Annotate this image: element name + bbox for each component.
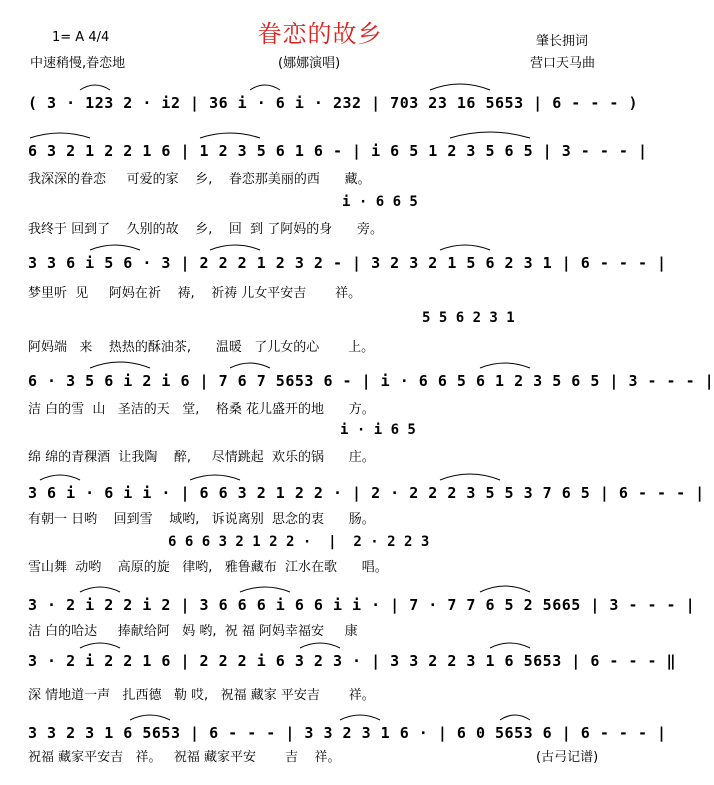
notation-row: 3 3 6 i 5 6 · 3 | 2 2 2 1 2 3 2 - | 3 2 3 2 1 5 6 2 3 1 | 6 - - - | (28, 254, 667, 272)
notation-row: 3 6 i · 6 i i · | 6 6 3 2 1 2 2 · | 2 · 2 2 2 3 5 5 3 7 6 5 | 6 - - - | (28, 484, 705, 502)
lyricist-credit: 肇长拥词 (536, 34, 589, 49)
lyric-line: 洁 白的雪 山 圣洁的天 堂, 格桑 花儿盛开的地 方。 (28, 402, 375, 417)
pickup-phrase: 5 5 6 2 3 1 (422, 310, 515, 326)
lyric-line: 深 情地道一声 扎西德 勒 哎, 祝福 藏家 平安吉 祥。 (28, 688, 375, 703)
notation-row: 3 · 2 i 2 2 i 2 | 3 6 6 6 i 6 6 i i · | 7 · 7 7 6 5 2 5665 | 3 - - - | (28, 596, 696, 614)
notation-row: 6 · 3 5 6 i 2 i 6 | 7 6 7 5653 6 - | i · 6 6 5 6 1 2 3 5 6 5 | 3 - - - | (28, 372, 714, 390)
lyric-line: 祝福 藏家平安吉 祥。 祝福 藏家平安 吉 祥。 (28, 750, 341, 765)
notation-row: 3 3 2 3 1 6 5653 | 6 - - - | 3 3 2 3 1 6 · | 6 0 5653 6 | 6 - - - | (28, 724, 667, 742)
lyric-line: 有朝一 日哟 回到雪 域哟, 诉说离别 思念的衷 肠。 (28, 512, 375, 527)
lyric-line: 洁 白的哈达 捧献给阿 妈 哟, 祝 福 阿妈幸福安 康 (28, 624, 358, 639)
transcriber-credit: (古弓记谱) (536, 750, 599, 765)
lyric-line: 我深深的眷恋 可爱的家 乡, 眷恋那美丽的西 藏。 (28, 172, 371, 187)
song-title: 眷恋的故乡 (257, 20, 383, 48)
notation-row: 3 · 2 i 2 2 1 6 | 2 2 2 i 6 3 2 3 · | 3 3 2 2 3 1 6 5653 | 6 - - - ‖ (28, 652, 677, 670)
pickup-phrase: i · i 6 5 (340, 422, 416, 438)
notation-row: ( 3 · 123 2 · i2 | 36 i · 6 i · 232 | 703 23 16 5653 | 6 - - - ) (28, 94, 638, 112)
composer-credit: 营口天马曲 (530, 56, 596, 71)
pickup-phrase: 6 6 6 3 2 1 2 2 · | 2 · 2 2 3 (168, 534, 430, 550)
tempo-marking: 中速稍慢,眷恋地 (30, 56, 126, 71)
pickup-phrase: i · 6 6 5 (342, 194, 418, 210)
lyric-line: 我终于 回到了 久别的故 乡, 回 到 了阿妈的身 旁。 (28, 222, 384, 237)
lyric-line: 雪山舞 动哟 高原的旋 律哟, 雅鲁藏布 江水在歌 唱。 (28, 560, 388, 575)
lyric-line: 梦里听 见 阿妈在祈 祷, 祈祷 儿女平安吉 祥。 (28, 286, 362, 301)
lyric-line: 绵 绵的青稞酒 让我陶 醉, 尽情跳起 欢乐的锅 庄。 (28, 450, 375, 465)
singer-credit: (娜娜演唱) (278, 56, 341, 71)
notation-row: 6 3 2 1 2 2 1 6 | 1 2 3 5 6 1 6 - | i 6 5 1 2 3 5 6 5 | 3 - - - | (28, 142, 648, 160)
key-signature: 1= A 4/4 (52, 30, 110, 45)
lyric-line: 阿妈端 来 热热的酥油茶, 温暖 了儿女的心 上。 (28, 340, 375, 355)
